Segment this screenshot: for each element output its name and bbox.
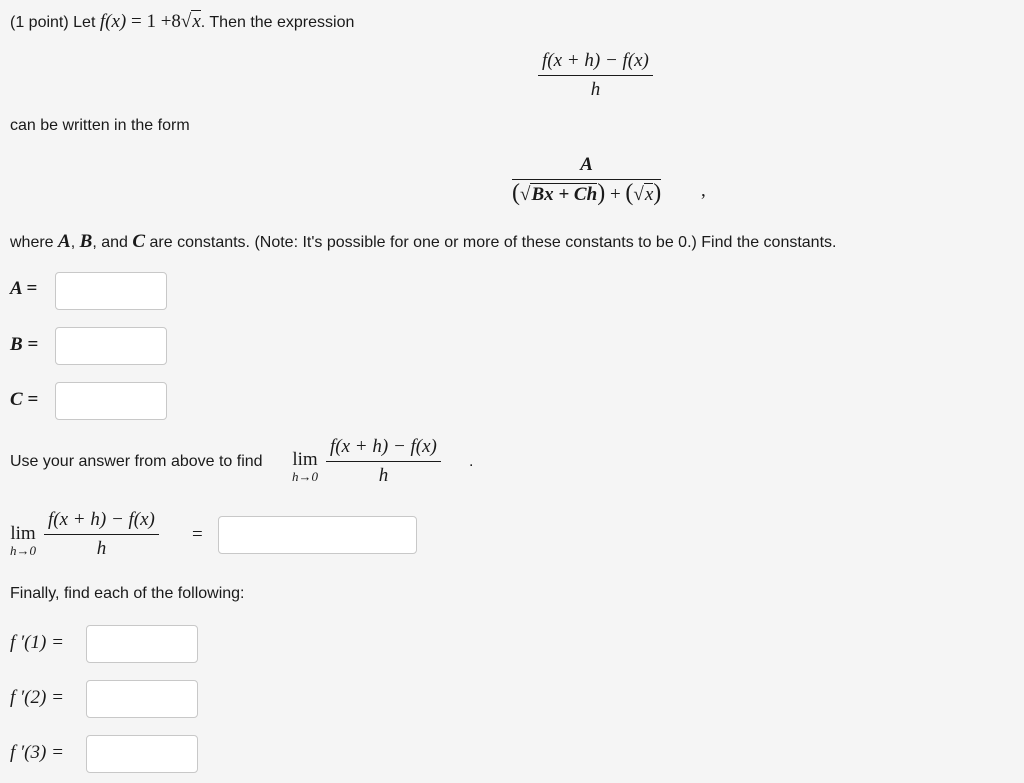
f-definition: f(x) = 1 +8√x xyxy=(99,11,201,32)
radicand: x xyxy=(192,11,201,32)
limit-answer-input[interactable] xyxy=(218,516,417,554)
limit-prompt-period: . xyxy=(469,453,474,470)
sqrt-symbol: √ xyxy=(633,184,644,205)
c-label: C = xyxy=(10,389,39,410)
fp2-label: f ′(2) = xyxy=(10,687,64,708)
points-label: (1 point) xyxy=(10,14,69,31)
const-a: A xyxy=(58,231,71,252)
radicand-x: x xyxy=(644,184,654,205)
sqrt-symbol: √ xyxy=(520,184,531,205)
dq-denominator: h xyxy=(590,79,601,100)
target-denominator: (√Bx + Ch) + (√x) xyxy=(512,180,662,206)
const-c: C xyxy=(132,231,146,252)
let-text: Let xyxy=(73,14,96,31)
sqrt-symbol: √ xyxy=(180,11,192,32)
fp3-answer-input[interactable] xyxy=(86,735,198,773)
limit-prompt-lim: lim h→0 xyxy=(292,449,318,484)
radicand-bx-ch: Bx + Ch xyxy=(531,184,598,205)
intro-line xyxy=(10,12,354,33)
fp1-answer-input[interactable] xyxy=(86,625,198,663)
limit-equals: = xyxy=(192,524,203,545)
form-text: can be written in the form xyxy=(10,117,190,134)
constants-text: where A, B, and C are constants. (Note: It's possible for one or more of these constants to be 0.) Find the constants. xyxy=(10,231,837,252)
a-label: A = xyxy=(10,278,38,299)
const-b: B xyxy=(79,231,93,252)
fp1-label: f ′(1) = xyxy=(10,632,64,653)
b-answer-input[interactable] xyxy=(55,327,167,365)
limit-answer-fraction: f(x + h) − f(x) h xyxy=(44,509,159,560)
limit-answer-lim: lim h→0 xyxy=(10,523,36,558)
then-text: . Then the expression xyxy=(200,14,355,31)
a-answer-input[interactable] xyxy=(55,272,167,310)
limit-prompt-fraction: f(x + h) − f(x) h xyxy=(326,436,441,487)
trailing-comma: , xyxy=(701,180,706,201)
target-numerator: A xyxy=(580,154,593,175)
finally-text: Finally, find each of the following: xyxy=(10,585,245,602)
target-form xyxy=(512,154,661,207)
difference-quotient xyxy=(538,50,653,101)
limit-prompt-text: Use your answer from above to find xyxy=(10,453,263,470)
b-label: B = xyxy=(10,334,39,355)
c-answer-input[interactable] xyxy=(55,382,167,420)
dq-numerator: f(x + h) − f(x) xyxy=(542,50,649,71)
fp3-label: f ′(3) = xyxy=(10,742,64,763)
fp2-answer-input[interactable] xyxy=(86,680,198,718)
